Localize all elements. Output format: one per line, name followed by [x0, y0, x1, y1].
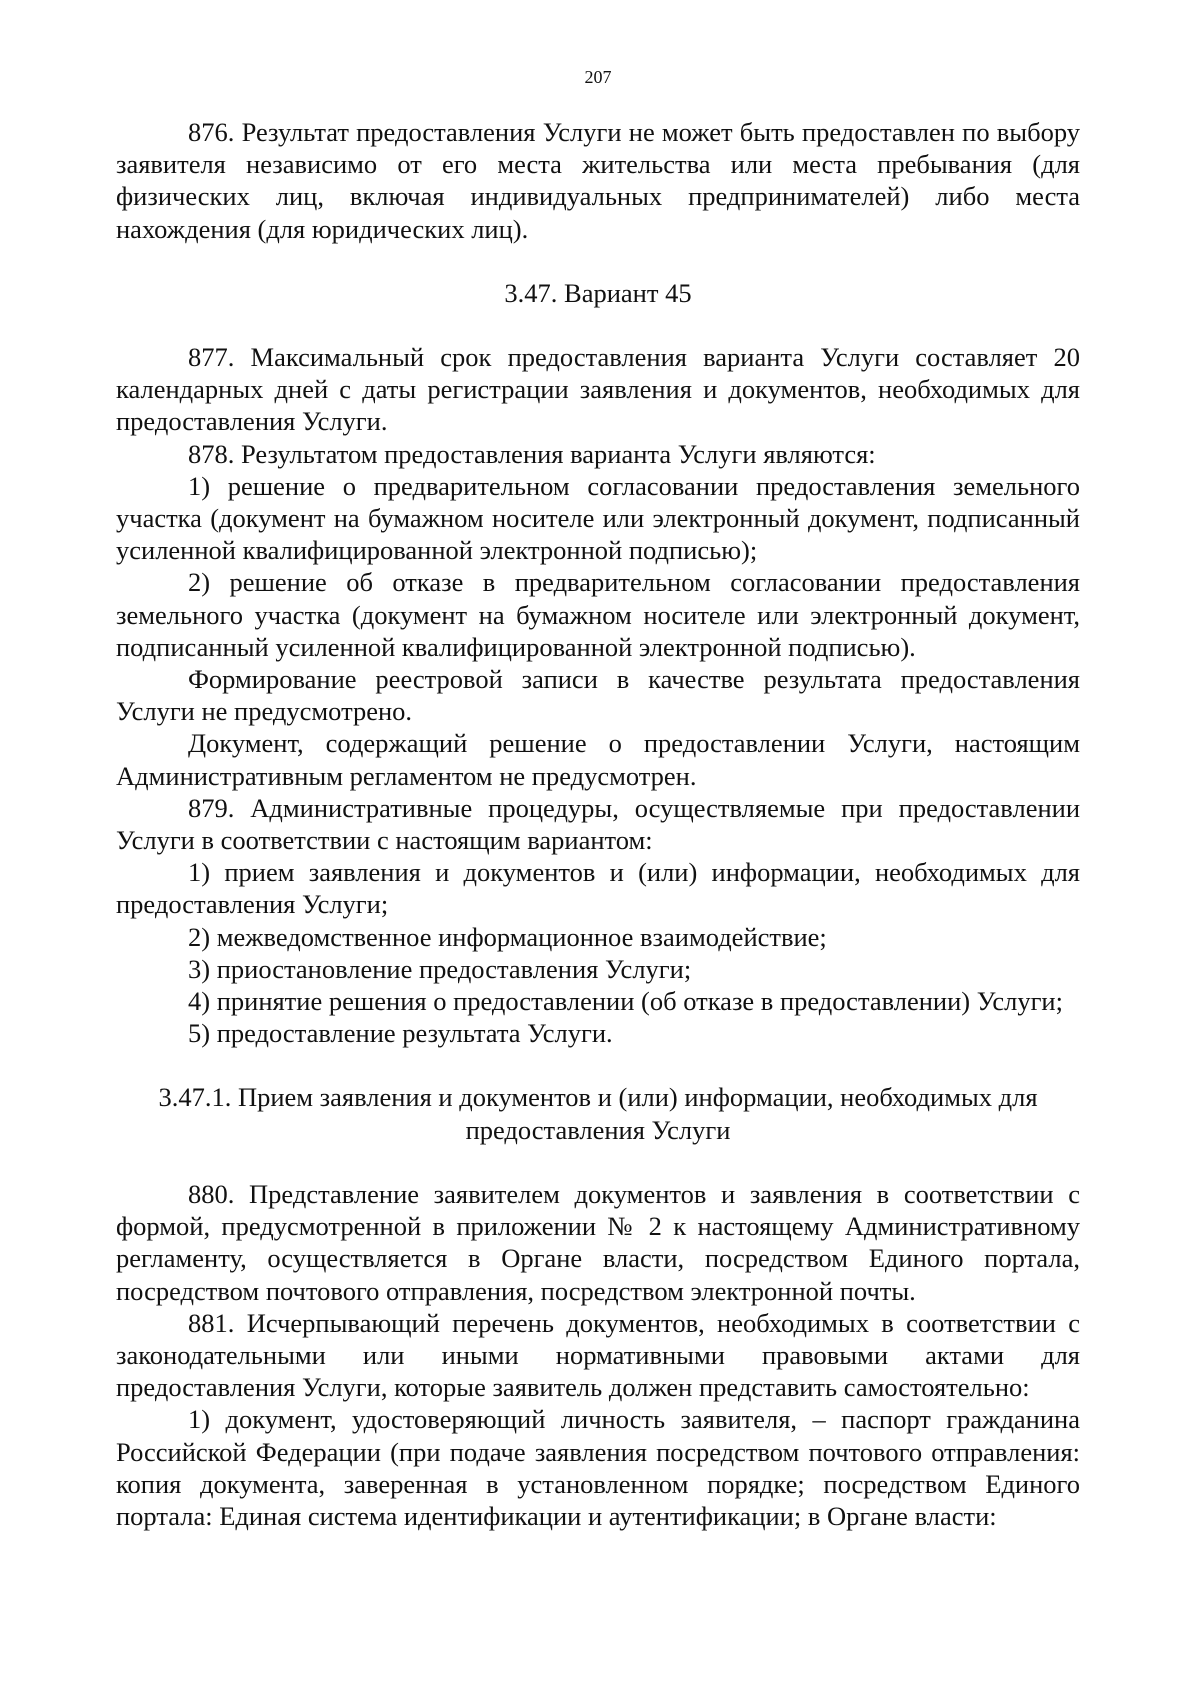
paragraph-879: 879. Административные процедуры, осуществляемые при предоставлении Услуги в соответствии с настоящим вариантом: — [116, 792, 1080, 856]
paragraph-880: 880. Представление заявителем документов и заявления в соответствии с формой, предусмотренной в приложении № 2 к настоящему Административному регламенту, осуществляется в Органе власти, посредством Единого портала, посредством почтового отправления, посредством электронной почты. — [116, 1178, 1080, 1306]
section-heading-variant-45: 3.47. Вариант 45 — [504, 277, 692, 308]
paragraph-879-item-3: 3) приостановление предоставления Услуги; — [188, 953, 692, 984]
paragraph-878-item-1: 1) решение о предварительном согласовании предоставления земельного участка (документ на бумажном носителе или электронный документ, подписанный усиленной квалифицированной электронной подписью); — [116, 470, 1080, 566]
paragraph-decision-document: Документ, содержащий решение о предоставлении Услуги, настоящим Административным регламентом не предусмотрен. — [116, 728, 1080, 791]
paragraph-878: 878. Результатом предоставления варианта Услуги являются: — [188, 438, 876, 469]
paragraph-878-item-2: 2) решение об отказе в предварительном согласовании предоставления земельного участка (документ на бумажном носителе или электронный документ, подписанный усиленной квалифицированной электронной подписью). — [116, 567, 1080, 662]
document-body — [116, 116, 1080, 1532]
subsection-heading-line-1: 3.47.1. Прием заявления и документов и (или) информации, необходимых для — [158, 1082, 1038, 1113]
paragraph-879-item-5: 5) предоставление результата Услуги. — [188, 1018, 613, 1049]
paragraph-879-item-2: 2) межведомственное информационное взаимодействие; — [188, 921, 827, 952]
paragraph-876: 876. Результат предоставления Услуги не может быть предоставлен по выбору заявителя независимо от его места жительства или места пребывания (для физических лиц, включая индивидуальных предпринимателей) либо места нахождения (для юридических лиц). — [116, 117, 1080, 244]
subsection-heading-line-2: предоставления Услуги — [465, 1114, 731, 1145]
paragraph-881: 881. Исчерпывающий перечень документов, необходимых в соответствии с законодательными или иными нормативными правовыми актами для предоставления Услуги, которые заявитель должен представить самостоятельно: — [116, 1307, 1080, 1403]
paragraph-877: 877. Максимальный срок предоставления варианта Услуги составляет 20 календарных дней с даты регистрации заявления и документов, необходимых для предоставления Услуги. — [116, 342, 1080, 437]
page-number: 207 — [584, 67, 612, 87]
subsection-heading-3-47-1 — [116, 1081, 1080, 1145]
paragraph-879-item-4: 4) принятие решения о предоставлении (об отказе в предоставлении) Услуги; — [188, 986, 1063, 1017]
paragraph-registry-record: Формирование реестровой записи в качестве результата предоставления Услуги не предусмотрено. — [116, 664, 1080, 727]
paragraph-881-item-1: 1) документ, удостоверяющий личность заявителя, – паспорт гражданина Российской Федерации (при подаче заявления посредством почтового отправления: копия документа, заверенная в установленном порядке; посредством Единого портала: Единая система идентификации и аутентификации; в Органе власти: — [116, 1404, 1080, 1531]
paragraph-879-item-1: 1) прием заявления и документов и (или) информации, необходимых для предоставления Услуги; — [116, 857, 1080, 920]
